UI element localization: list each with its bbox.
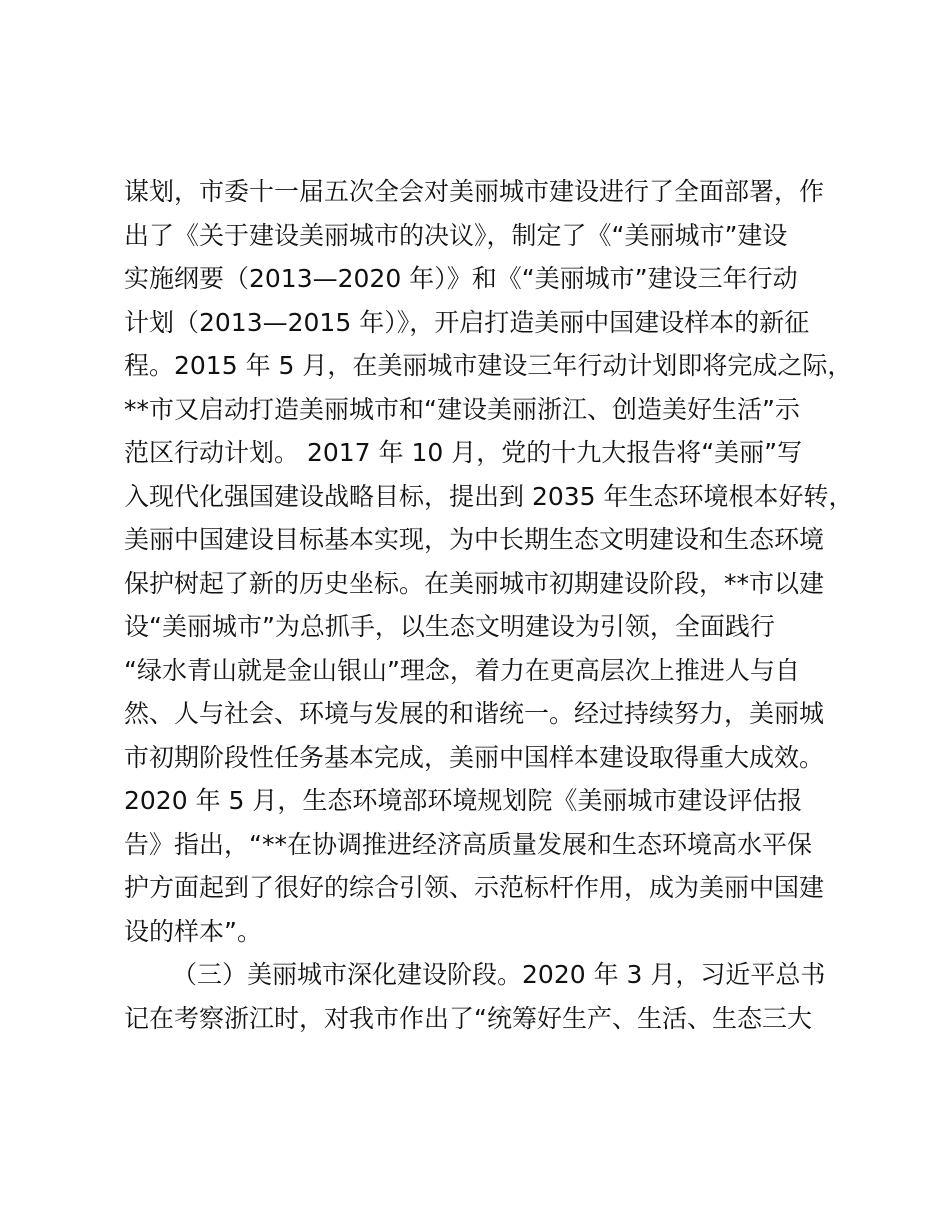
text-line: 记在考察浙江时，对我市作出了“统筹好生产、生活、生态三大 [124, 1003, 812, 1033]
text-line: 然、人与社会、环境与发展的和谐统一。经过持续努力，美丽城 [124, 699, 825, 728]
text-line: 设“美丽城市”为总抓手，以生态文明建设为引领，全面践行 [124, 612, 775, 641]
text-line: 美丽中国建设目标基本实现，为中长期生态文明建设和生态环境 [124, 525, 825, 554]
body-text [124, 170, 854, 1040]
text-line: 2020 年 5 月，生态环境部环境规划院《美丽城市建设评估报 [124, 786, 803, 815]
text-line: 告》指出，“**在协调推进经济高质量发展和生态环境高水平保 [124, 829, 812, 859]
text-line: 计划（2013—2015 年）》，开启打造美丽中国建设样本的新征 [124, 307, 810, 337]
text-line: 护方面起到了很好的综合引领、示范标杆作用，成为美丽中国建 [124, 873, 825, 902]
section-heading-line: （三）美丽城市深化建设阶段。2020 年 3 月，习近平总书 [172, 960, 826, 989]
text-line: 范区行动计划。 2017 年 10 月，党的十九大报告将“美丽”写 [124, 438, 803, 467]
text-line: 市初期阶段性任务基本完成，美丽中国样本建设取得重大成效。 [124, 742, 825, 772]
text-line: 谋划，市委十一届五次全会对美丽城市建设进行了全面部署，作 [124, 177, 825, 206]
text-line: 入现代化强国建设战略目标，提出到 2035 年生态环境根本好转， [124, 481, 854, 511]
text-line: 出了《关于建设美丽城市的决议》，制定了《“美丽城市”建设 [124, 220, 788, 250]
text-line: 保护树起了新的历史坐标。在美丽城市初期建设阶段，**市以建 [124, 568, 825, 598]
text-line: 实施纲要（2013—2020 年）》和《“美丽城市”建设三年行动 [124, 264, 798, 293]
text-line: **市又启动打造美丽城市和“建设美丽浙江、创造美好生活”示 [124, 394, 800, 424]
text-line: 程。2015 年 5 月，在美丽城市建设三年行动计划即将完成之际， [124, 351, 853, 380]
text-line: 设的样本”。 [124, 916, 262, 946]
text-line: “绿水青山就是金山银山”理念，着力在更高层次上推进人与自 [124, 655, 800, 685]
